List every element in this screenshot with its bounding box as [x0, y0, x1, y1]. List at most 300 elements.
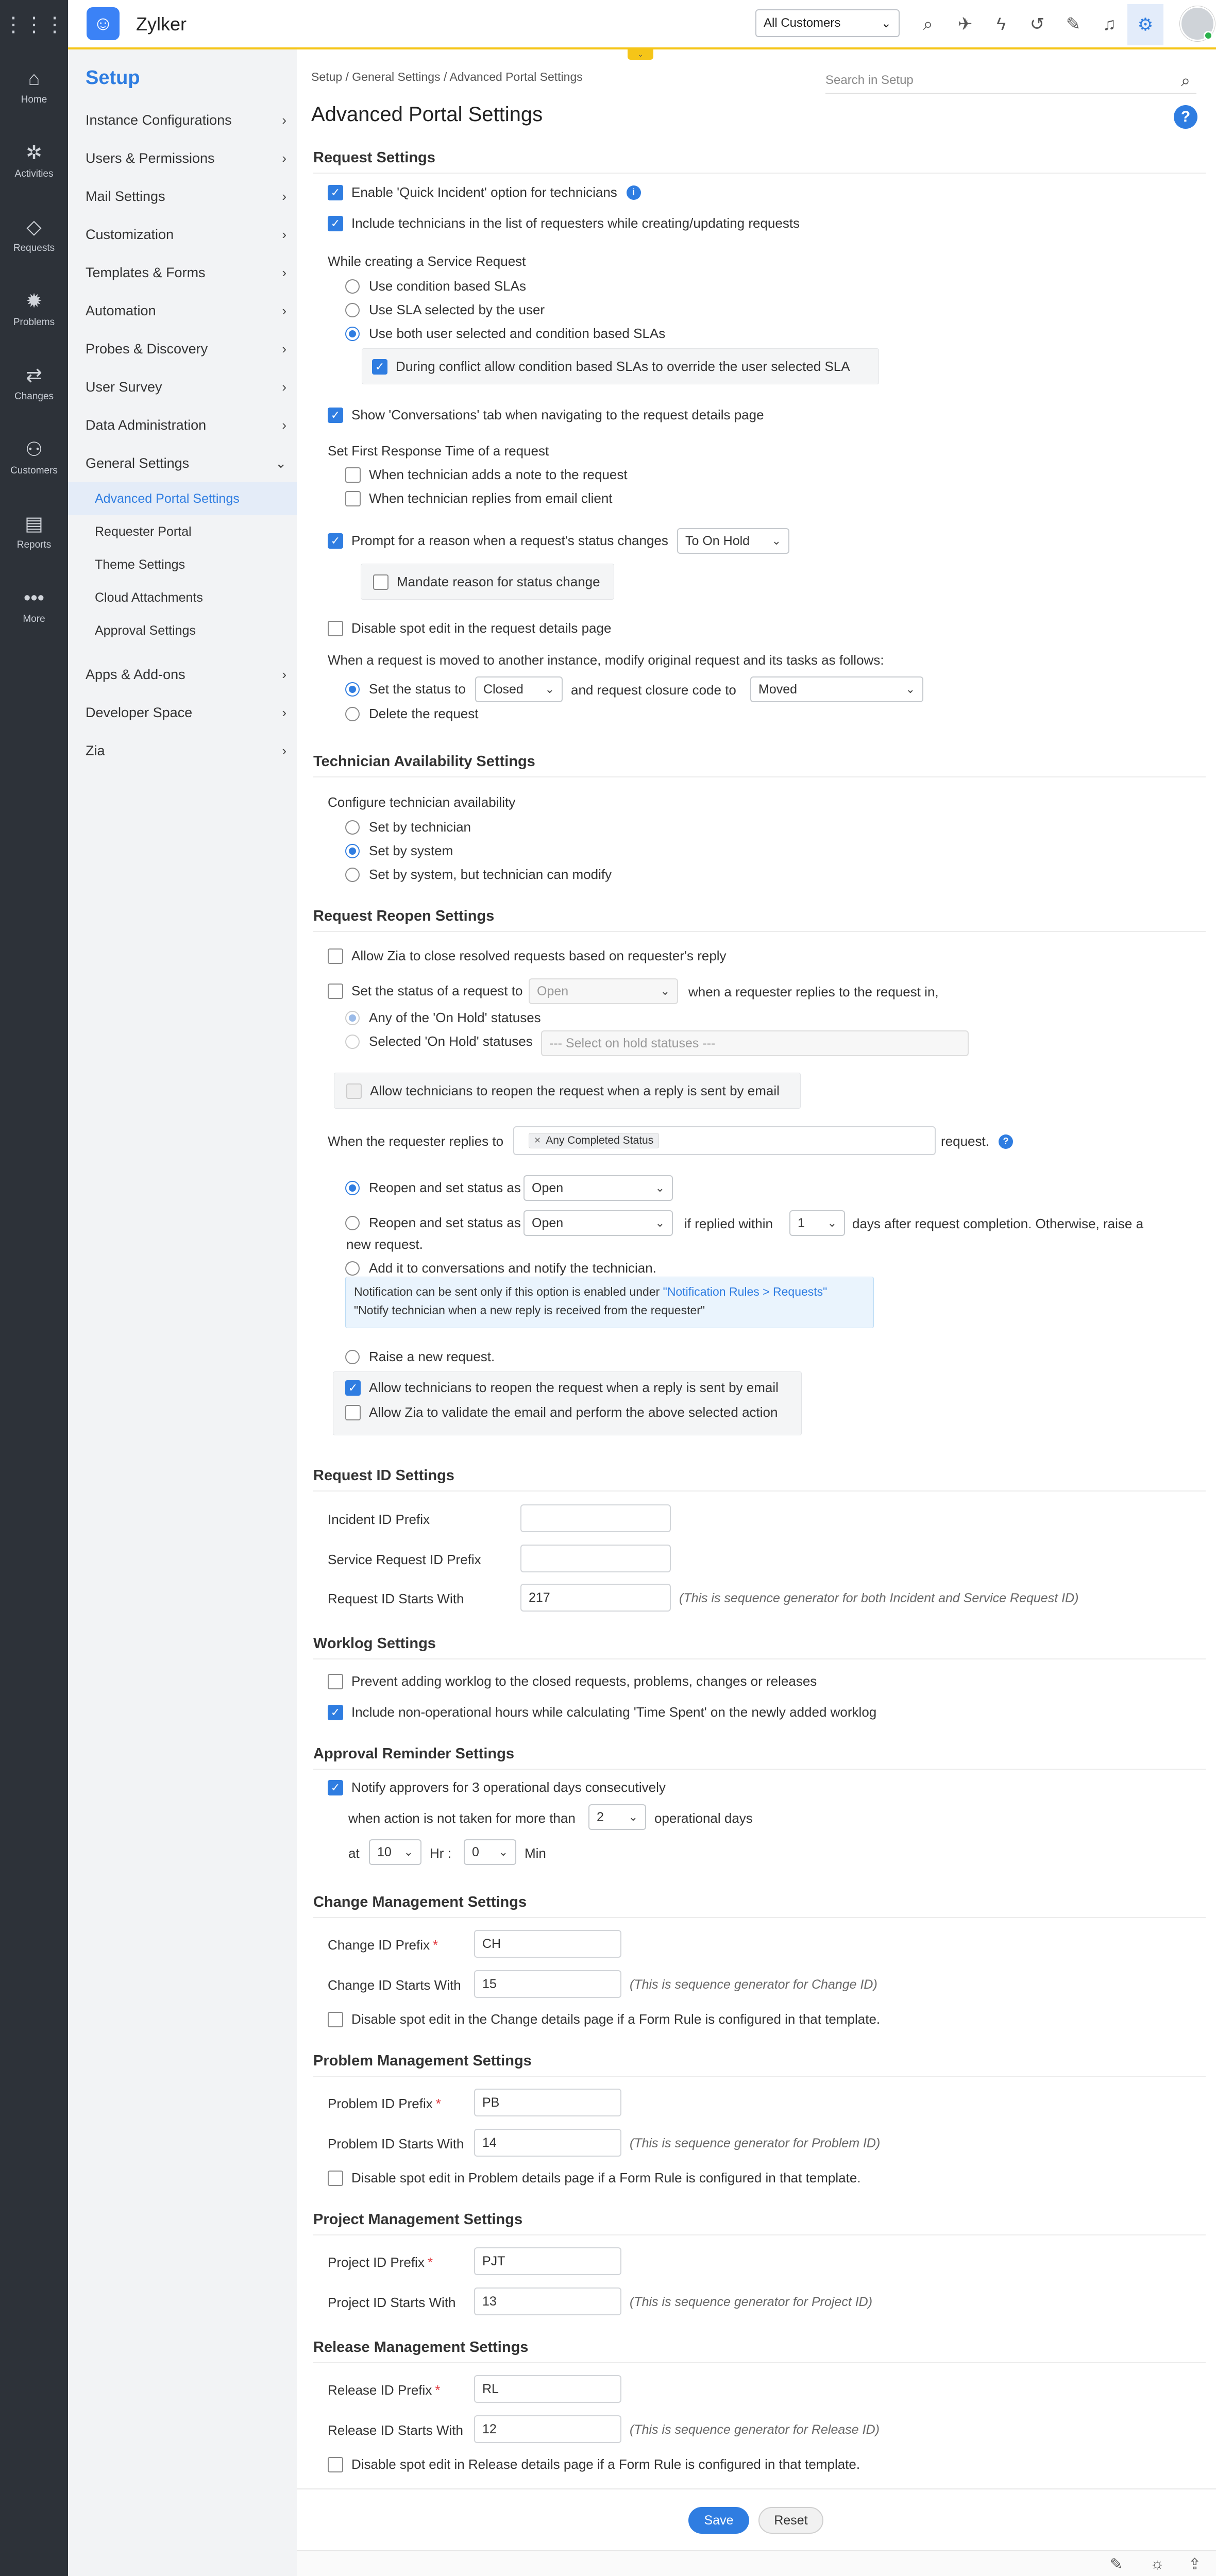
chevron-down-icon: ⌄: [628, 1810, 638, 1823]
collapse-header-chevron-icon[interactable]: ⌄: [628, 49, 653, 60]
lightning-icon[interactable]: ϟ: [997, 14, 1006, 34]
tech-option-1-label: Set by technician: [369, 819, 471, 835]
reports-icon: ▤: [25, 513, 43, 535]
allow-reopen-label: Allow technicians to reopen the request when a reply is sent by email: [369, 1380, 779, 1395]
mandate-label: Mandate reason for status change: [397, 574, 600, 589]
selected-hold-radio[interactable]: [345, 1035, 360, 1049]
status-tag[interactable]: [529, 1133, 659, 1148]
sla-option-3-label: Use both user selected and condition based SLAs: [369, 326, 666, 341]
rail-item-requests[interactable]: [0, 198, 68, 272]
sidebar-item-zia[interactable]: [68, 732, 297, 770]
reopen-option-3[interactable]: [345, 1260, 656, 1276]
rail-item-home[interactable]: [0, 49, 68, 124]
change-prefix-label: Change ID Prefix: [328, 1937, 430, 1953]
sidebar-subitem-approval-settings[interactable]: Approval Settings: [95, 623, 196, 638]
app-grid-icon[interactable]: ⋮⋮⋮: [3, 13, 65, 36]
worklog-checkbox-1[interactable]: [328, 1674, 343, 1689]
include-techs-label: Include technicians in the list of requesters while creating/updating requests: [351, 215, 800, 231]
requests-icon: ◇: [26, 216, 42, 238]
conversations-checkbox[interactable]: ✓: [328, 408, 343, 423]
gear-icon[interactable]: ⚙: [1127, 4, 1163, 45]
section-request-id: Request ID Settings: [313, 1467, 1206, 1492]
setup-title: Setup: [86, 67, 140, 89]
hour-label: Hr :: [430, 1845, 451, 1861]
any-hold-row[interactable]: [345, 1010, 541, 1026]
hour-value: 10: [377, 1844, 392, 1859]
zia-close-row[interactable]: [328, 948, 727, 964]
sidebar-item-label: Instance Configurations: [86, 112, 232, 128]
tech-radio-1[interactable]: [345, 820, 360, 835]
service-request-label: While creating a Service Request: [328, 253, 526, 269]
bell-icon[interactable]: ♫: [1103, 14, 1116, 34]
set-status-label: Set the status of a request to: [351, 983, 523, 998]
set-status-to-label: Set the status to: [369, 681, 466, 697]
page-title: Advanced Portal Settings: [311, 103, 543, 126]
incident-prefix-label: Incident ID Prefix: [328, 1512, 430, 1527]
request-word: request.: [941, 1133, 989, 1149]
on-hold-placeholder: --- Select on hold statuses ---: [549, 1036, 716, 1050]
quick-incident-checkbox[interactable]: ✓: [328, 185, 343, 200]
zia-validate-row[interactable]: [345, 1404, 778, 1420]
notes-icon[interactable]: ✎: [1110, 2556, 1123, 2573]
moved-label: When a request is moved to another instance, modify original request and its tasks as follows:: [328, 652, 884, 668]
chevron-right-icon: ›: [282, 341, 286, 357]
reopen-days-select[interactable]: [789, 1210, 845, 1236]
minute-value: 0: [472, 1844, 479, 1859]
problem-prefix-label-row: [328, 2096, 441, 2112]
conflict-checkbox[interactable]: ✓: [372, 359, 387, 375]
reopen-option-3-label: Add it to conversations and notify the technician.: [369, 1260, 656, 1276]
problems-icon: ✹: [26, 291, 42, 312]
approval-days-value: 2: [597, 1809, 604, 1824]
closure-code-select[interactable]: [750, 676, 923, 702]
zia-close-label: Allow Zia to close resolved requests based on requester's reply: [351, 948, 727, 963]
chevron-down-icon: ⌄: [275, 455, 286, 471]
rail-item-activities[interactable]: [0, 124, 68, 198]
reopen-status-select-1[interactable]: [523, 1175, 673, 1201]
new-request-label: new request.: [346, 1236, 423, 1252]
rocket-icon[interactable]: ✈: [957, 14, 973, 34]
sidebar-item-data-administration[interactable]: [68, 406, 297, 444]
at-label: at: [348, 1845, 360, 1861]
sidebar-subitem-requester-portal[interactable]: Requester Portal: [95, 524, 192, 539]
request-word-row: [941, 1133, 1013, 1149]
problem-prefix-input[interactable]: PB: [474, 2089, 621, 2116]
section-request-reopen: Request Reopen Settings: [313, 908, 1206, 932]
moved-set-status-row[interactable]: [345, 681, 466, 697]
reopen-status-value-2: Open: [532, 1215, 564, 1230]
chevron-down-icon: ⌄: [655, 1216, 665, 1229]
chevron-down-icon: ⌄: [881, 16, 891, 30]
rail-item-more[interactable]: [0, 569, 68, 643]
sidebar-item-automation[interactable]: [68, 292, 297, 330]
search-icon[interactable]: ⌕: [1181, 71, 1190, 90]
problem-spot-checkbox[interactable]: [328, 2171, 343, 2186]
quick-incident-label: Enable 'Quick Incident' option for technicians: [351, 184, 617, 200]
delete-request-label: Delete the request: [369, 706, 479, 721]
reopen-option-2[interactable]: [345, 1215, 521, 1231]
reset-button[interactable]: Reset: [758, 2507, 823, 2534]
rail-item-label: More: [23, 614, 45, 624]
history-icon[interactable]: ↺: [1029, 14, 1045, 34]
notify-approvers-label: Notify approvers for 3 operational days consecutively: [351, 1780, 666, 1795]
sla-option-2[interactable]: [345, 302, 545, 318]
problem-prefix-label: Problem ID Prefix: [328, 2096, 433, 2111]
worklog-option-1[interactable]: [328, 1673, 817, 1689]
delete-request-radio[interactable]: [345, 707, 360, 721]
tech-option-2[interactable]: [345, 843, 453, 859]
reopen-option-2-label: Reopen and set status as: [369, 1215, 521, 1230]
chevron-right-icon: ›: [282, 226, 286, 242]
form-footer: [297, 2488, 1216, 2550]
notification-note: [345, 1277, 874, 1328]
if-within-label: if replied within: [684, 1216, 773, 1231]
rail-item-label: Reports: [16, 539, 52, 550]
info-icon[interactable]: i: [627, 185, 641, 200]
problem-start-input[interactable]: 14: [474, 2129, 621, 2157]
reopen-days-value: 1: [798, 1215, 805, 1230]
rail-item-problems[interactable]: [0, 272, 68, 346]
setup-sidebar: [68, 49, 297, 2576]
sidebar-subitem-advanced-portal-settings[interactable]: Advanced Portal Settings: [68, 482, 297, 515]
set-status-row[interactable]: [328, 983, 522, 999]
change-start-label: Change ID Starts With: [328, 1977, 461, 1993]
sidebar-item-users-permissions[interactable]: [68, 139, 297, 177]
reopen-radio-1[interactable]: [345, 1181, 360, 1195]
sidebar-item-label: General Settings: [86, 455, 190, 471]
hour-select[interactable]: [369, 1839, 421, 1865]
frt-option-1-label: When technician adds a note to the request: [369, 467, 628, 482]
worklog-checkbox-2[interactable]: ✓: [328, 1705, 343, 1720]
closure-code-value: Moved: [758, 682, 798, 697]
search-icon[interactable]: ⌕: [923, 14, 933, 34]
tech-radio-2[interactable]: [345, 844, 360, 858]
home-icon: ⌂: [28, 68, 40, 90]
zia-validate-label: Allow Zia to validate the email and perform the above selected action: [369, 1404, 778, 1420]
sidebar-spacer: [68, 647, 297, 655]
rail-item-label: Changes: [14, 391, 54, 402]
share-icon[interactable]: ⇪: [1188, 2556, 1202, 2573]
required-marker: *: [432, 1937, 438, 1953]
section-technician-availability: Technician Availability Settings: [313, 753, 1206, 777]
change-prefix-input[interactable]: CH: [474, 1930, 621, 1958]
chevron-down-icon: ⌄: [905, 683, 915, 696]
rail-item-label: Customers: [10, 465, 58, 476]
reopen-status-value-1: Open: [532, 1180, 564, 1195]
reopen-option-1-label: Reopen and set status as: [369, 1180, 521, 1195]
project-prefix-label-row: [328, 2255, 433, 2270]
allow-reopen-disabled-label: Allow technicians to reopen the request when a reply is sent by email: [370, 1083, 780, 1098]
sidebar-item-label: Customization: [86, 226, 174, 242]
section-project-management: Project Management Settings: [313, 2211, 1206, 2235]
chevron-down-icon: ⌄: [660, 985, 670, 997]
section-request-settings: Request Settings: [313, 149, 1206, 174]
rail-item-label: Home: [21, 94, 47, 105]
chevron-down-icon: ⌄: [545, 683, 554, 696]
mandate-row[interactable]: [373, 574, 600, 590]
release-spot-label: Disable spot edit in Release details page if a Form Rule is configured in that template.: [351, 2456, 860, 2472]
closure-code-label: and request closure code to: [571, 682, 736, 698]
spot-edit-label: Disable spot edit in the request details page: [351, 620, 612, 636]
sidebar-item-label: Templates & Forms: [86, 264, 206, 280]
prompt-status-select[interactable]: [677, 528, 789, 554]
sidebar-item-apps-add-ons[interactable]: [68, 655, 297, 693]
customers-icon: ⚇: [25, 439, 43, 461]
activities-icon: ✲: [26, 142, 42, 164]
chevron-down-icon: ⌄: [498, 1845, 508, 1858]
release-prefix-input[interactable]: RL: [474, 2375, 621, 2403]
brand-name: Zylker: [136, 13, 187, 35]
sla-option-2-label: Use SLA selected by the user: [369, 302, 545, 317]
sidebar-item-probes-discovery[interactable]: [68, 330, 297, 368]
chevron-right-icon: ›: [282, 417, 286, 433]
sidebar-subitem-cloud-attachments[interactable]: Cloud Attachments: [95, 590, 203, 605]
reopen-status-select[interactable]: [529, 978, 678, 1004]
selected-hold-label: Selected 'On Hold' statuses: [369, 1033, 533, 1049]
sidebar-item-label: Automation: [86, 302, 156, 318]
chevron-right-icon: ›: [282, 742, 286, 758]
left-rail: [0, 0, 68, 2576]
include-techs-row[interactable]: [328, 215, 800, 231]
reopen-option-1[interactable]: [345, 1180, 521, 1196]
rail-item-label: Activities: [14, 168, 54, 179]
required-marker: *: [435, 2382, 441, 2398]
sidebar-item-label: Users & Permissions: [86, 150, 215, 166]
section-problem-management: Problem Management Settings: [313, 2053, 1206, 2077]
sla-option-1-label: Use condition based SLAs: [369, 278, 526, 294]
chevron-down-icon: ⌄: [655, 1181, 665, 1194]
spot-edit-checkbox[interactable]: [328, 621, 343, 636]
project-prefix-label: Project ID Prefix: [328, 2255, 425, 2270]
reopen-option-4[interactable]: [345, 1349, 495, 1365]
frt-label: Set First Response Time of a request: [328, 443, 549, 459]
sidebar-subitem-theme-settings[interactable]: Theme Settings: [95, 557, 185, 572]
reopen-radio-2[interactable]: [345, 1216, 360, 1230]
tech-radio-3[interactable]: [345, 868, 360, 882]
replies-to-label: When the requester replies to: [328, 1133, 504, 1149]
prompt-status-value: To On Hold: [685, 533, 750, 548]
note-quote: "Notify technician when a new reply is received from the requester": [354, 1303, 705, 1317]
prompt-row[interactable]: [328, 533, 668, 549]
info-icon[interactable]: ?: [999, 1134, 1013, 1149]
worklog-option-2-label: Include non-operational hours while calculating 'Time Spent' on the newly added worklog: [351, 1704, 877, 1720]
tech-option-2-label: Set by system: [369, 843, 453, 858]
reopen-status-value: Open: [537, 984, 569, 998]
changes-icon: ⇄: [26, 365, 42, 386]
reopen-status-select-2[interactable]: [523, 1210, 673, 1236]
quick-incident-row[interactable]: [328, 184, 641, 200]
search-placeholder: Search in Setup: [825, 73, 914, 87]
rail-item-reports[interactable]: [0, 495, 68, 569]
approval-days-select[interactable]: [588, 1804, 646, 1830]
customer-filter-value: All Customers: [764, 16, 841, 30]
notify-approvers-row[interactable]: [328, 1780, 666, 1795]
project-start-input[interactable]: 13: [474, 2287, 621, 2315]
tech-option-1[interactable]: [345, 819, 471, 835]
rail-item-label: Problems: [13, 317, 55, 328]
selected-hold-row[interactable]: [345, 1033, 533, 1049]
sidebar-item-developer-space[interactable]: [68, 693, 297, 732]
chevron-down-icon: ⌄: [827, 1216, 837, 1229]
problem-start-hint: (This is sequence generator for Problem ID): [630, 2136, 881, 2150]
problem-spot-label: Disable spot edit in Problem details page if a Form Rule is configured in that template.: [351, 2170, 861, 2185]
project-prefix-input[interactable]: PJT: [474, 2247, 621, 2275]
more-icon: •••: [24, 587, 44, 609]
sidebar-item-label: Mail Settings: [86, 188, 165, 204]
spot-edit-row[interactable]: [328, 620, 611, 636]
chevron-right-icon: ›: [282, 150, 286, 166]
allow-reopen-disabled-row[interactable]: [346, 1083, 780, 1099]
required-marker: *: [427, 2255, 433, 2270]
setup-search-input[interactable]: [825, 68, 1196, 94]
chevron-right-icon: ›: [282, 379, 286, 395]
release-start-input[interactable]: 12: [474, 2415, 621, 2443]
allow-reopen-row[interactable]: [345, 1380, 779, 1396]
conversations-label: Show 'Conversations' tab when navigating to the request details page: [351, 407, 764, 422]
conversations-row[interactable]: [328, 407, 764, 423]
sidebar-item-label: Apps & Add-ons: [86, 666, 185, 682]
lightbulb-icon[interactable]: ☼: [1150, 2555, 1164, 2572]
worklog-option-2[interactable]: [328, 1704, 876, 1720]
any-hold-label: Any of the 'On Hold' statuses: [369, 1010, 541, 1025]
rail-item-changes[interactable]: [0, 346, 68, 420]
help-icon[interactable]: ?: [1174, 105, 1197, 129]
frt-checkbox-1[interactable]: [345, 467, 361, 483]
sla-radio-2[interactable]: [345, 303, 360, 317]
change-spot-row[interactable]: [328, 2011, 880, 2027]
sla-option-3[interactable]: [345, 326, 665, 342]
rail-item-label: Requests: [13, 243, 55, 253]
prompt-checkbox[interactable]: ✓: [328, 533, 343, 549]
customer-filter-select[interactable]: [755, 9, 900, 37]
any-hold-radio[interactable]: [345, 1011, 360, 1025]
project-start-hint: (This is sequence generator for Project ID): [630, 2295, 873, 2309]
reopen-option-4-label: Raise a new request.: [369, 1349, 495, 1364]
completed-status-field[interactable]: [513, 1126, 936, 1155]
release-spot-checkbox[interactable]: [328, 2457, 343, 2472]
mandate-checkbox[interactable]: [373, 574, 389, 590]
zylker-logo-icon[interactable]: ☺: [87, 7, 120, 40]
moved-status-value: Closed: [483, 682, 523, 697]
chevron-down-icon: ⌄: [403, 1845, 413, 1858]
chevron-down-icon: ⌄: [771, 534, 781, 547]
reopen-radio-4[interactable]: [345, 1350, 360, 1364]
online-status-dot: [1204, 31, 1213, 40]
allow-reopen-checkbox[interactable]: ✓: [345, 1380, 361, 1396]
close-icon[interactable]: ×: [534, 1134, 541, 1146]
conflict-label: During conflict allow condition based SLAs to override the user selected SLA: [396, 359, 850, 374]
problem-start-label: Problem ID Starts With: [328, 2136, 464, 2151]
on-hold-statuses-select[interactable]: [541, 1030, 969, 1056]
minute-select[interactable]: [464, 1839, 516, 1865]
sidebar-item-customization[interactable]: [68, 215, 297, 253]
sr-prefix-input[interactable]: [520, 1545, 671, 1572]
notification-rules-link[interactable]: "Notification Rules > Requests": [663, 1285, 827, 1298]
sidebar-item-mail-settings[interactable]: [68, 177, 297, 215]
sla-radio-1[interactable]: [345, 279, 360, 294]
chevron-right-icon: ›: [282, 704, 286, 720]
reopen-radio-3[interactable]: [345, 1261, 360, 1276]
sidebar-item-label: Data Administration: [86, 417, 207, 433]
when-action-label: when action is not taken for more than: [348, 1810, 576, 1826]
worklog-option-1-label: Prevent adding worklog to the closed requests, problems, changes or releases: [351, 1673, 817, 1689]
request-start-hint: (This is sequence generator for both Incident and Service Request ID): [679, 1591, 1079, 1605]
breadcrumb[interactable]: Setup / General Settings / Advanced Portal Settings: [311, 70, 583, 83]
sidebar-item-label: User Survey: [86, 379, 162, 395]
save-button[interactable]: Save: [688, 2507, 749, 2534]
problem-spot-row[interactable]: [328, 2170, 861, 2186]
note-text: Notification can be sent only if this option is enabled under: [354, 1285, 660, 1298]
section-approval-reminder: Approval Reminder Settings: [313, 1745, 1206, 1770]
allow-reopen-disabled-checkbox[interactable]: [346, 1083, 362, 1099]
chevron-right-icon: ›: [282, 666, 286, 682]
sr-prefix-label: Service Request ID Prefix: [328, 1552, 481, 1567]
zia-close-checkbox[interactable]: [328, 948, 343, 964]
status-tag-label: Any Completed Status: [546, 1134, 654, 1146]
top-bar: [68, 0, 1216, 49]
section-release-management: Release Management Settings: [313, 2339, 1206, 2363]
rail-item-customers[interactable]: [0, 420, 68, 495]
when-replies-label: when a requester replies to the request in,: [688, 984, 939, 999]
sidebar-item-templates-forms[interactable]: [68, 253, 297, 292]
operational-days-label: operational days: [654, 1810, 753, 1826]
change-spot-checkbox[interactable]: [328, 2012, 343, 2027]
main-content: [297, 49, 1216, 2576]
chevron-right-icon: ›: [282, 264, 286, 280]
sidebar-item-instance-configurations[interactable]: [68, 101, 297, 139]
sidebar-item-general-settings[interactable]: [68, 444, 297, 482]
sidebar-item-label: Zia: [86, 742, 105, 758]
release-prefix-label-row: [328, 2382, 440, 2398]
tech-availability-label: Configure technician availability: [328, 794, 516, 810]
set-status-checkbox[interactable]: [328, 984, 343, 999]
chevron-right-icon: ›: [282, 302, 286, 318]
change-spot-label: Disable spot edit in the Change details page if a Form Rule is configured in that template.: [351, 2011, 881, 2027]
delete-request-row[interactable]: [345, 706, 478, 722]
incident-prefix-input[interactable]: [520, 1504, 671, 1532]
chevron-right-icon: ›: [282, 188, 286, 204]
sidebar-item-label: Probes & Discovery: [86, 341, 208, 357]
moved-status-select[interactable]: [475, 676, 563, 702]
release-spot-row[interactable]: [328, 2456, 860, 2472]
frt-option-2[interactable]: [345, 490, 613, 506]
sla-radio-3[interactable]: [345, 327, 360, 341]
frt-option-1[interactable]: [345, 467, 628, 483]
release-start-hint: (This is sequence generator for Release ID): [630, 2422, 880, 2437]
frt-checkbox-2[interactable]: [345, 491, 361, 506]
chevron-right-icon: ›: [282, 112, 286, 128]
release-start-label: Release ID Starts With: [328, 2422, 463, 2438]
moved-set-status-radio[interactable]: [345, 682, 360, 697]
request-start-input[interactable]: 217: [520, 1584, 671, 1612]
include-techs-checkbox[interactable]: ✓: [328, 216, 343, 231]
notify-approvers-checkbox[interactable]: ✓: [328, 1780, 343, 1795]
zia-validate-checkbox[interactable]: [345, 1405, 361, 1420]
project-start-label: Project ID Starts With: [328, 2295, 456, 2310]
required-marker: *: [435, 2096, 441, 2111]
tech-option-3[interactable]: [345, 867, 612, 883]
sidebar-item-user-survey[interactable]: [68, 368, 297, 406]
change-start-input[interactable]: 15: [474, 1970, 621, 1998]
tech-option-3-label: Set by system, but technician can modify: [369, 867, 612, 882]
bottom-bar: [297, 2550, 1216, 2576]
notes-icon[interactable]: ✎: [1066, 14, 1081, 34]
prompt-label: Prompt for a reason when a request's status changes: [351, 533, 668, 548]
request-start-label: Request ID Starts With: [328, 1591, 464, 1606]
sla-option-1[interactable]: [345, 278, 526, 294]
conflict-row[interactable]: [372, 359, 850, 375]
days-after-label: days after request completion. Otherwise, raise a: [852, 1216, 1144, 1231]
